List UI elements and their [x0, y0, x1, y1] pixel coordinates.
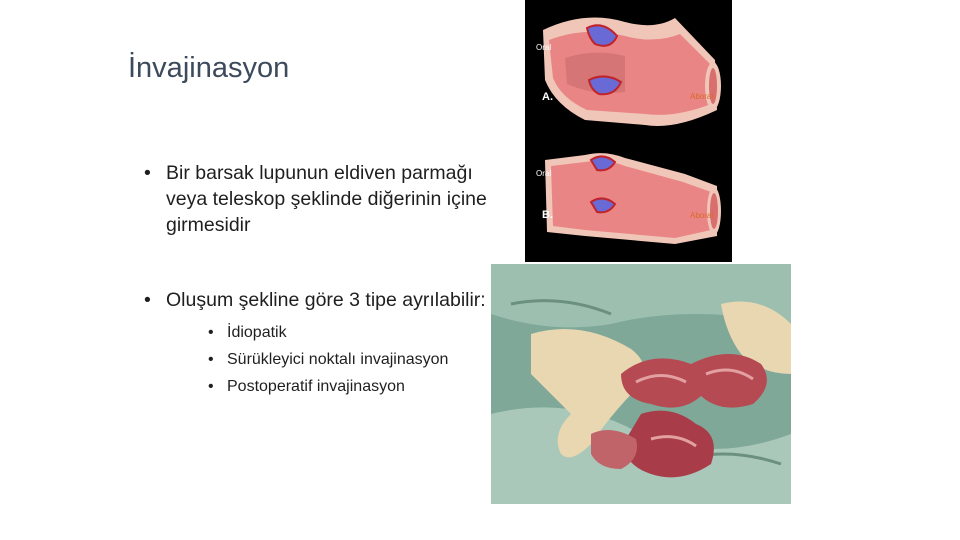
panel-b-oral-label: Oral — [536, 169, 552, 178]
panel-b-aboral-label: Aboral — [690, 211, 714, 220]
type-sublist — [166, 319, 490, 400]
slide-title: İnvajinasyon — [128, 52, 290, 84]
subitem-idiopathic: • İdiopatik — [166, 319, 490, 346]
panel-a-oral-label: Oral — [536, 43, 552, 52]
bullet-list — [140, 160, 490, 400]
intussusception-diagram — [525, 0, 732, 262]
diagram-panel-a — [543, 18, 721, 127]
diagram-panel-b — [545, 153, 721, 244]
bullet-definition: • Bir barsak lupunun eldiven parmağı veya teleskop şeklinde diğerinin içine girmesidir — [140, 160, 490, 238]
subitem-postoperative: • Postoperatif invajinasyon — [166, 373, 490, 400]
panel-b-letter: B. — [542, 209, 553, 221]
bullet-types — [140, 287, 490, 400]
subitem-lead-point: • Sürükleyici noktalı invajinasyon — [166, 346, 490, 373]
panel-a-letter: A. — [542, 91, 553, 103]
bullet-types-text: Oluşum şekline göre 3 tipe ayrılabilir: — [166, 289, 486, 311]
surgical-photo — [491, 264, 791, 504]
panel-a-aboral-label: Aboral — [690, 92, 714, 101]
